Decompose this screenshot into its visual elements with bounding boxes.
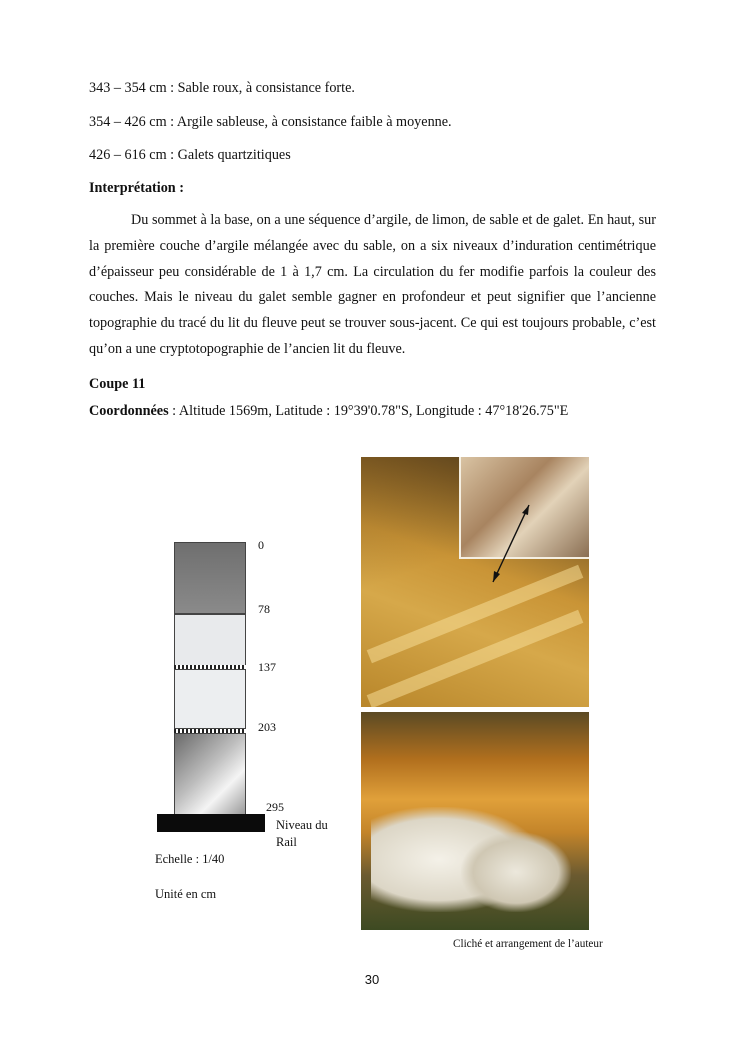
rail-label-line1: Niveau du — [276, 818, 328, 832]
log-layer-silt — [174, 669, 246, 729]
log-layer-gravel — [174, 733, 246, 815]
depth-label-295: 295 — [266, 800, 284, 814]
photo-outcrop-profile — [361, 457, 589, 707]
interpretation-text: Du sommet à la base, on a une séquence d’argile, de limon, de sable et de galet. En haut, sur la première couche d’argile mélangée avec du sable, on a six niveaux d’induration centimétrique d’épaisseur peu considérable de 1 à 1,7 cm. La circulation du fer modifie parfois la couleur des couches. Mais le niveau du galet semble gagner en profondeur et peut signifier que l’ancienne topographie du tracé du lit du fleuve peut se trouver sous-jacent. Ce qui est toujours probable, c’est qu’on a une cryptotopographie de l’ancien lit du fleuve. — [89, 212, 656, 357]
page-number: 30 — [364, 972, 380, 987]
layer-desc-1: 343 – 354 cm : Sable roux, à consistance forte. — [89, 80, 355, 96]
depth-label-203: 203 — [258, 720, 276, 734]
coordinates-label: Coordonnées — [89, 403, 169, 419]
photo-rocks — [461, 832, 571, 912]
depth-label-0: 0 — [258, 538, 264, 552]
log-layer-sandy-clay — [174, 614, 246, 668]
depth-label-78: 78 — [258, 602, 270, 616]
layer-desc-2: 354 – 426 cm : Argile sableuse, à consistance faible à moyenne. — [89, 114, 452, 130]
coupe-title-text: Coupe 11 — [89, 376, 146, 392]
coupe-title — [89, 376, 145, 393]
interpretation-heading-text: Interprétation : — [89, 180, 184, 196]
rail-label-line2: Rail — [276, 835, 297, 849]
coordinates-line — [89, 403, 568, 420]
rail-level-bar — [157, 814, 265, 832]
photo-credit: Cliché et arrangement de l’auteur — [453, 938, 603, 950]
layer-desc-3: 426 – 616 cm : Galets quartzitiques — [89, 147, 291, 163]
coordinates-value: : Altitude 1569m, Latitude : 19°39'0.78"S, Longitude : 47°18'26.75"E — [168, 403, 569, 419]
arrow-icon — [361, 457, 589, 707]
scale-label: Echelle : 1/40 — [155, 852, 225, 866]
depth-label-137: 137 — [258, 660, 276, 674]
interpretation-heading — [89, 180, 184, 197]
interpretation-paragraph — [89, 208, 656, 363]
log-layer-clay — [174, 542, 246, 614]
stratigraphic-log — [152, 530, 352, 910]
unit-label: Unité en cm — [155, 887, 217, 901]
photo-gravel-exposure — [361, 712, 589, 930]
